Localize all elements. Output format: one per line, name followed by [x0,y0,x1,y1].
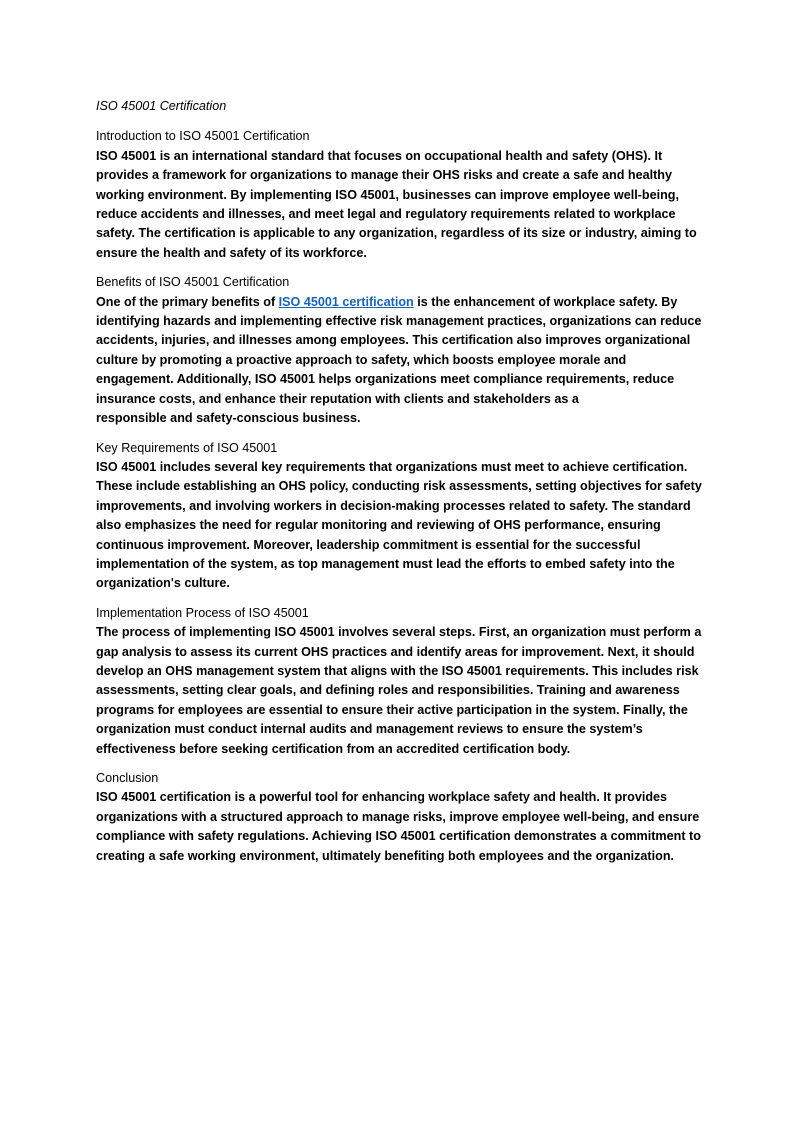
section-paragraph: ISO 45001 certification is a powerful tool for enhancing workplace safety and health. It provides organizations with a structured approach to manage risks, improve employee well-being, and ensure compliance with safety regulations. Achieving ISO 45001 certification demonstrates a commitment to creating a safe working environment, ultimately benefiting both employees and the organization. [96,790,701,863]
section-paragraph: ISO 45001 includes several key requirements that organizations must meet to achieve certification. These include establishing an OHS policy, conducting risk assessments, setting objectives for safety improvements, and involving workers in decision-making processes related to safety. The standard also emphasizes the need for regular monitoring and reviewing of OHS performance, ensuring continuous improvement. Moreover, leadership commitment is essential for the successful implementation of the system, as top management must lead the efforts to embed safety into the organization's culture. [96,459,702,591]
document-page [96,97,702,876]
section-implementation [96,604,702,759]
iso-45001-certification-link[interactable]: ISO 45001 certification [278,294,414,309]
section-introduction [96,127,702,263]
section-heading: Conclusion [96,771,159,785]
section-heading: Key Requirements of ISO 45001 [96,440,278,455]
document-title: ISO 45001 Certification [96,99,227,113]
section-heading: Benefits of ISO 45001 Certification [96,275,290,290]
section-paragraph: The process of implementing ISO 45001 involves several steps. First, an organization must perform a gap analysis to assess its current OHS practices and identify areas for improvement. Next, it should develop an OHS management system that aligns with the ISO 45001 requirements. This includes risk assessments, setting clear goals, and defining roles and responsibilities. Training and awareness programs for employees are essential to ensure their active participation in the system. Finally, the organization must conduct internal audits and management reviews to ensure the system’s effectiveness before seeking certification from an accredited certification body. [96,625,702,756]
section-heading: Introduction to ISO 45001 Certification [96,129,310,144]
section-paragraph: ISO 45001 is an international standard that focuses on occupational health and safety (OHS). It provides a framework for organizations to manage their OHS risks and create a safe and healthy working environment. By implementing ISO 45001, businesses can improve employee well-being, reduce accidents and illnesses, and meet legal and regulatory requirements related to workplace safety. The certification is applicable to any organization, regardless of its size or industry, aiming to ensure the health and safety of its workforce. [96,148,697,260]
paragraph-text: responsible and safety-conscious business. [96,411,361,426]
section-paragraph [96,293,702,429]
paragraph-text: One of the primary benefits of [96,294,279,309]
paragraph-text: is the enhancement of workplace safety. By identifying hazards and implementing effective risk management practices, organizations can reduce accidents, injuries, and illnesses among employees. This certification also improves organizational culture by promoting a proactive approach to safety, which boosts employee morale and engagement. Additionally, ISO 45001 helps organizations meet compliance requirements, reduce insurance costs, and enhance their reputation with clients and stakeholders as a [96,294,702,406]
section-heading: Implementation Process of ISO 45001 [96,605,309,620]
section-conclusion [96,769,702,866]
section-benefits [96,273,702,428]
section-requirements [96,439,702,594]
